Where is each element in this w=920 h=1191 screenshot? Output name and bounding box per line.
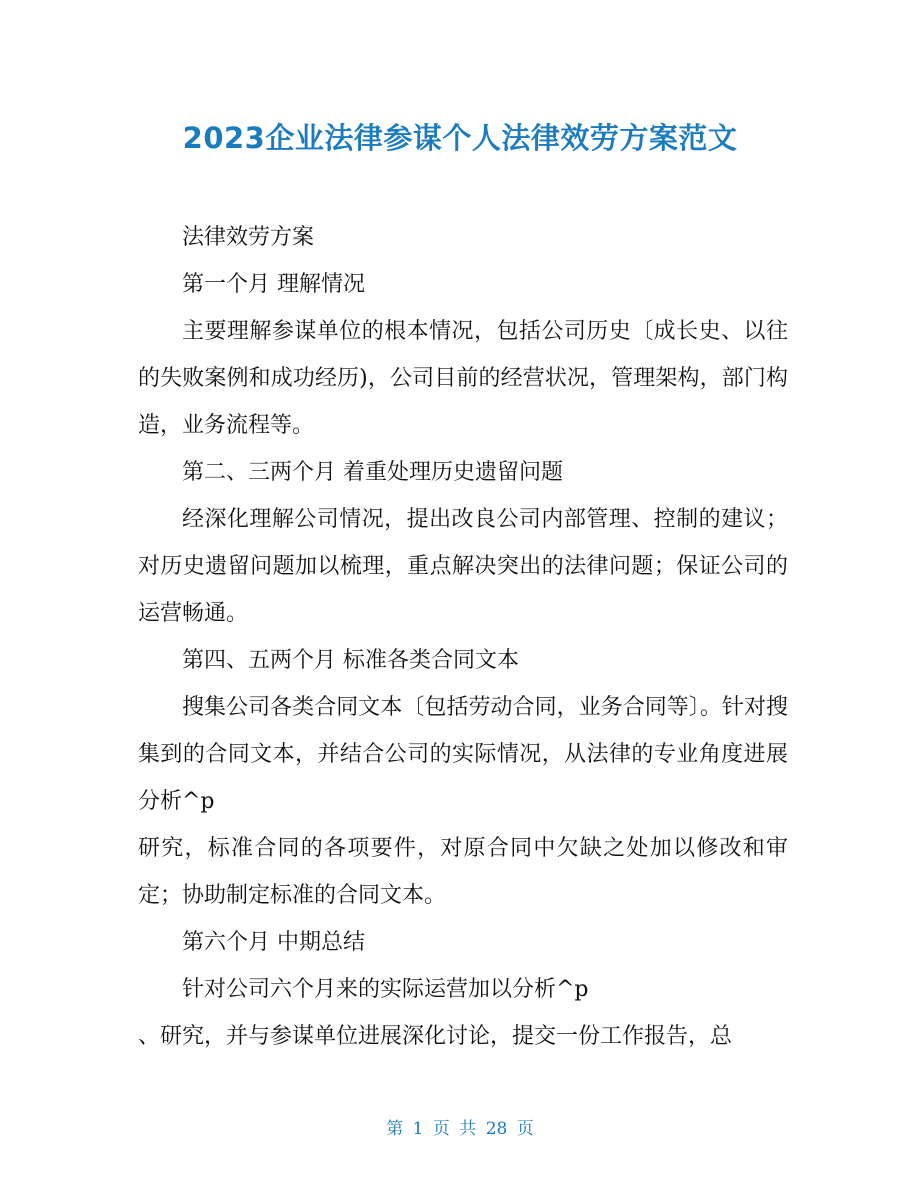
body-paragraph: 研究，标准合同的各项要件，对原合同中欠缺之处加以修改和审定；协助制定标准的合同文本。 — [138, 836, 788, 908]
body-paragraph: 主要理解参谋单位的根本情况，包括公司历史〔成长史、以往的失败案例和成功经历)，公司目前的经营状况，管理架构，部门构造，业务流程等。 — [138, 319, 788, 438]
document-body — [138, 214, 788, 1060]
body-paragraph: 、研究，并与参谋单位进展深化讨论，提交一份工作报告，总 — [138, 1024, 733, 1049]
body-paragraph: 经深化理解公司情况，提出改良公司内部管理、控制的建议；对历史遗留问题加以梳理，重点解决突出的法律问题；保证公司的运营畅通。 — [138, 507, 788, 626]
section-heading: 法律效劳方案 — [182, 225, 315, 250]
month-heading: 第四、五两个月 标准各类合同文本 — [182, 648, 519, 673]
body-paragraph: 搜集公司各类合同文本〔包括劳动合同，业务合同等〕。针对搜集到的合同文本，并结合公司的实际情况，从法律的专业角度进展分析^p — [138, 695, 788, 814]
month-heading: 第二、三两个月 着重处理历史遗留问题 — [182, 460, 563, 485]
body-paragraph: 针对公司六个月来的实际运营加以分析^p — [182, 977, 589, 1002]
month-heading: 第一个月 理解情况 — [182, 272, 365, 297]
month-heading: 第六个月 中期总结 — [182, 930, 365, 955]
page-number-footer: 第 1 页 共 28 页 — [386, 1119, 534, 1139]
document-title: 2023企业法律参谋个人法律效劳方案范文 — [182, 121, 738, 155]
